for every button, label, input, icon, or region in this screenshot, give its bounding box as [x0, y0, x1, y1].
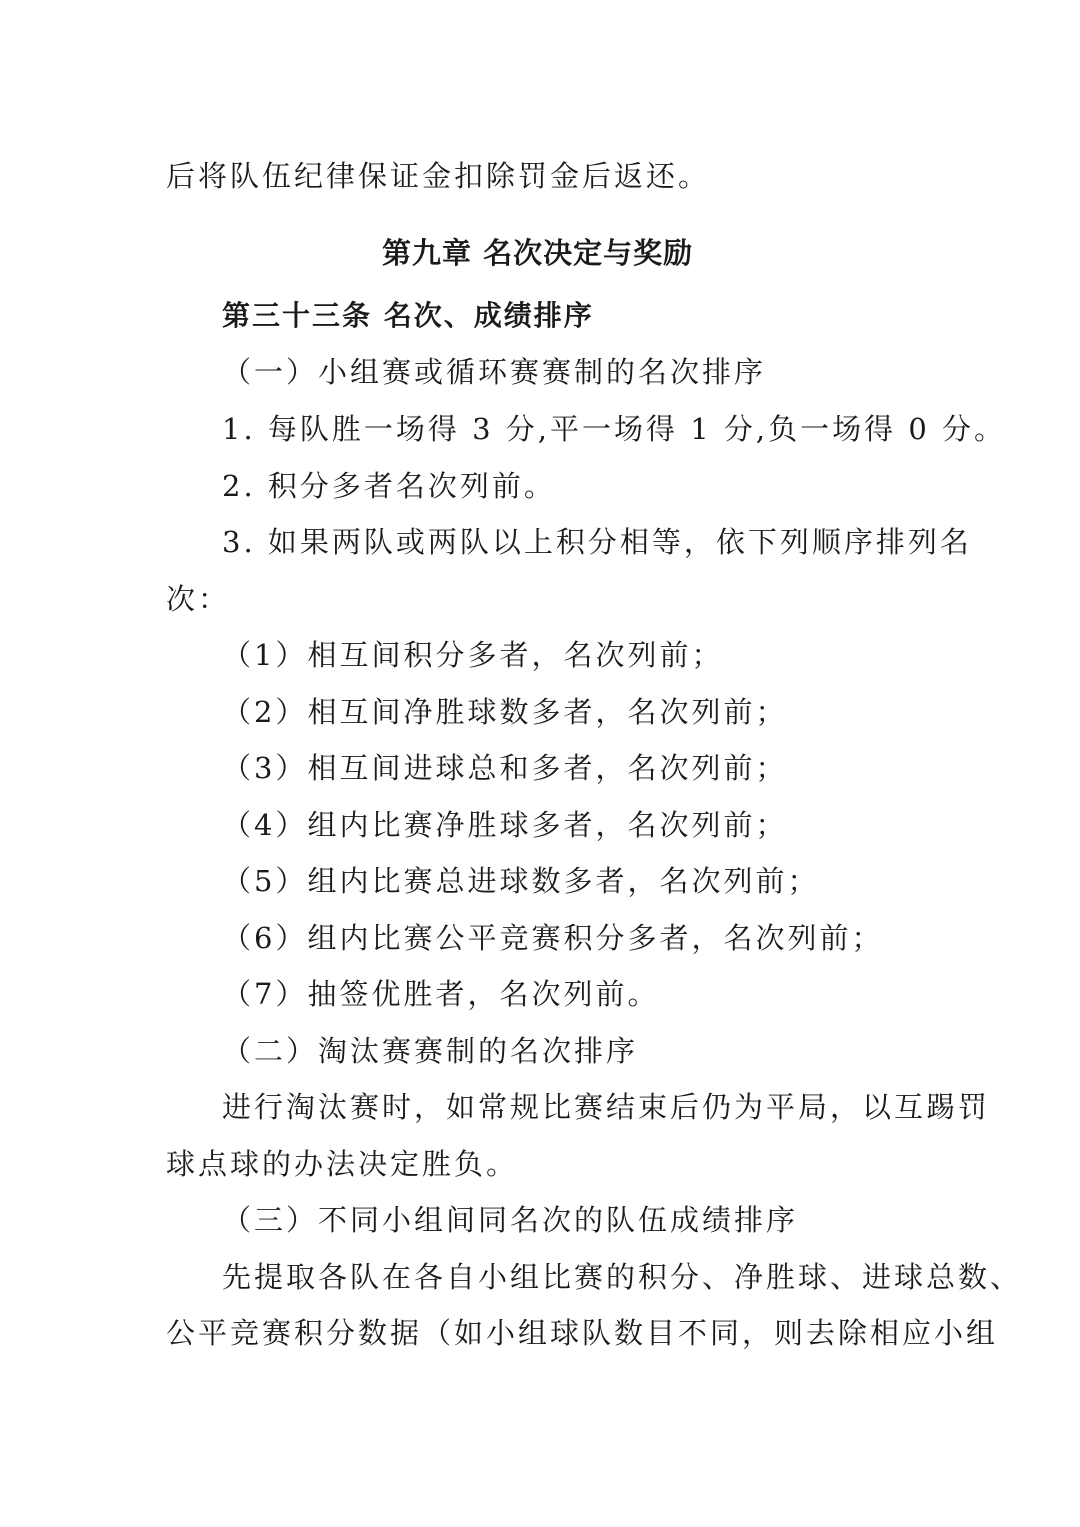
tiebreaker-4: （4）组内比赛净胜球多者，名次列前； — [222, 808, 788, 842]
tiebreaker-7: （7）抽签优胜者，名次列前。 — [222, 977, 660, 1011]
rule-1: 1. 每队胜一场得 3 分,平一场得 1 分,负一场得 0 分。 — [222, 412, 1006, 446]
rule-3-line-1: 3. 如果两队或两队以上积分相等，依下列顺序排列名 — [222, 525, 972, 559]
article-title: 第三十三条 名次、成绩排序 — [222, 299, 594, 332]
continuation-line: 后将队伍纪律保证金扣除罚金后返还。 — [166, 159, 711, 193]
tiebreaker-1: （1）相互间积分多者，名次列前； — [222, 638, 724, 672]
chapter-title: 第九章 名次决定与奖励 — [382, 236, 694, 270]
tiebreaker-3: （3）相互间进球总和多者，名次列前； — [222, 751, 788, 785]
section3-line-1: 先提取各队在各自小组比赛的积分、净胜球、进球总数、 — [222, 1260, 1023, 1294]
section2-line-1: 进行淘汰赛时，如常规比赛结束后仍为平局，以互踢罚 — [222, 1090, 991, 1124]
tiebreaker-2: （2）相互间净胜球数多者，名次列前； — [222, 695, 788, 729]
section2-title: （二）淘汰赛赛制的名次排序 — [222, 1034, 639, 1068]
section2-line-2: 球点球的办法决定胜负。 — [166, 1147, 519, 1181]
tiebreaker-5: （5）组内比赛总进球数多者，名次列前； — [222, 864, 820, 898]
rule-2: 2. 积分多者名次列前。 — [222, 469, 556, 503]
rule-3-line-2: 次： — [166, 582, 231, 616]
section3-line-2: 公平竞赛积分数据（如小组球队数目不同，则去除相应小组 — [166, 1316, 999, 1350]
section3-title: （三）不同小组间同名次的队伍成绩排序 — [222, 1203, 799, 1237]
section1-title: （一）小组赛或循环赛赛制的名次排序 — [222, 355, 767, 389]
tiebreaker-6: （6）组内比赛公平竞赛积分多者，名次列前； — [222, 921, 884, 955]
